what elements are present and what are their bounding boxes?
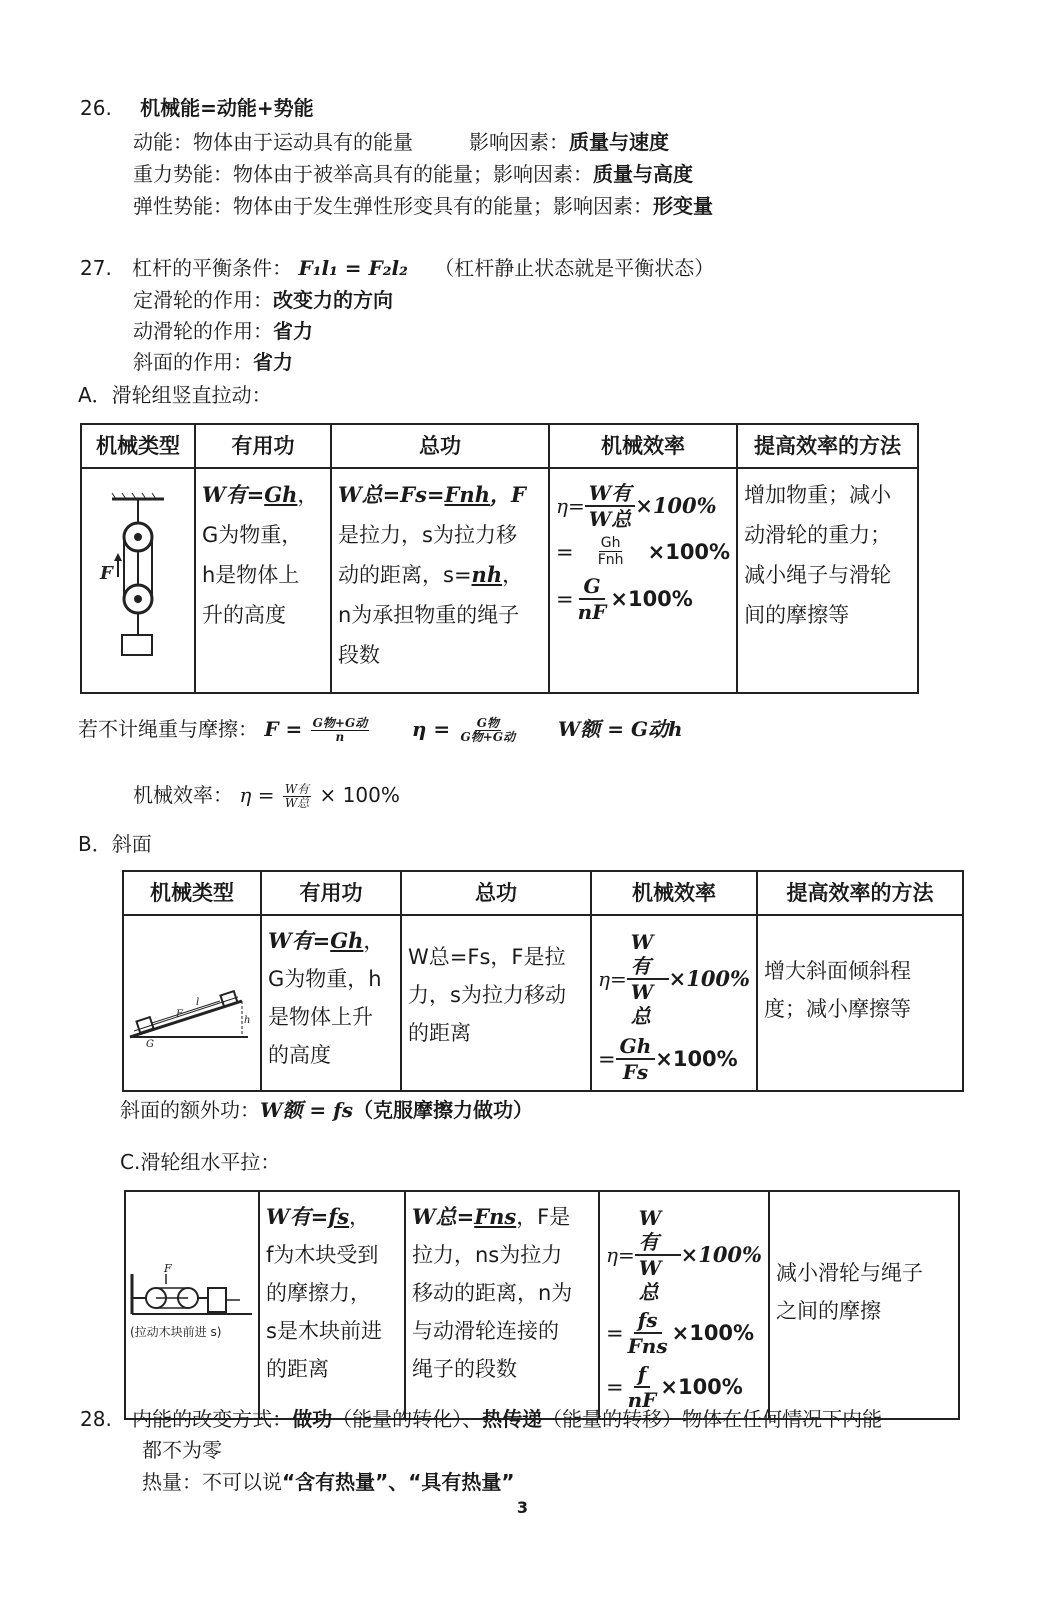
incline-extra-work: 斜面的额外功：W额 = fs（克服摩擦力做功） — [120, 1098, 534, 1122]
section-a-title: A．滑轮组竖直拉动： — [78, 383, 272, 407]
header-efficiency: 机械效率 — [549, 424, 737, 468]
force-label: F — [164, 1261, 172, 1275]
method-cell: 增加物重；减小 动滑轮的重力； 减小绳子与滑轮 间的摩擦等 — [737, 468, 918, 693]
gravity-label: G — [146, 1038, 154, 1050]
section-28-cont: 都不为零 — [142, 1438, 222, 1462]
incline-line: 斜面的作用：省力 — [133, 350, 293, 374]
section-c-title: C.滑轮组水平拉： — [120, 1150, 281, 1174]
force-label: F — [176, 1008, 183, 1020]
heat-line: 热量：不可以说“含有热量”、“具有热量” — [142, 1470, 515, 1494]
section-28: 28. 内能的改变方式：做功（能量的转化）、热传递（能量的转移）物体在任何情况下内能 — [80, 1407, 883, 1431]
total-work-cell: W总=Fs=Fnh，F 是拉力，s为拉力移 动的距离，s=nh， n为承担物重的绳子 段数 — [331, 468, 549, 693]
ideal-formulas: 若不计绳重与摩擦： F = $\frac{\text{G物+G动}}{n}$ η = $\frac{\text{G物}}{\text{G物+G动}}$ W额 = G动h — [78, 716, 683, 744]
efficiency-cell: η= $\frac{\text{W有}}{\text{W总}}$ ×100% = $\frac{fs}{\text{Fns}}$ ×100% = $\frac{f}{nF}$ ×100% — [599, 1191, 769, 1419]
total-work-cell: W总=Fns，F是 拉力，ns为拉力 移动的距离，n为 与动滑轮连接的 绳子的段数 — [405, 1191, 599, 1419]
efficiency-formula: 机械效率： η = $\frac{\text{W有}}{\text{W总}}$ × 100% — [133, 782, 400, 810]
height-label: h — [244, 1014, 251, 1026]
header-method: 提高效率的方法 — [737, 424, 918, 468]
horizontal-pulley-icon — [126, 1244, 258, 1354]
elastic-line: 弹性势能：物体由于发生弹性形变具有的能量；影响因素：形变量 — [133, 194, 713, 218]
table-c — [124, 1190, 960, 1420]
incline-diagram-cell — [123, 915, 261, 1091]
header-useful: 有用功 — [261, 871, 401, 915]
section-27: 27. 杠杆的平衡条件： F₁l₁ = F₂l₂ （杠杆静止状态就是平衡状态） — [80, 256, 715, 280]
useful-work-cell: W有=fs， f为木块受到 的摩擦力， s是木块前进 的距离 — [259, 1191, 405, 1419]
lever-formula: F₁l₁ = F₂l₂ — [298, 256, 408, 280]
force-label: F — [100, 563, 113, 584]
total-work-cell: W总=Fs，F是拉 力，s为拉力移动 的距离 — [401, 915, 591, 1091]
method-cell: 增大斜面倾斜程 度；减小摩擦等 — [757, 915, 963, 1091]
length-label: l — [196, 996, 200, 1008]
diagram-caption: (拉动木块前进 s) — [130, 1324, 222, 1339]
pulley-block-icon — [82, 469, 190, 679]
method-cell: 减小滑轮与绳子 之间的摩擦 — [769, 1191, 959, 1419]
section-26 — [80, 94, 314, 122]
header-total: 总功 — [331, 424, 549, 468]
table-b — [122, 870, 964, 1092]
section-number: 26. — [80, 96, 112, 120]
horizontal-pulley-diagram-cell — [125, 1191, 259, 1419]
section-b-title: B．斜面 — [78, 832, 152, 856]
section-title: 机械能=动能+势能 — [140, 96, 314, 120]
header-useful: 有用功 — [195, 424, 331, 468]
header-method: 提高效率的方法 — [757, 871, 963, 915]
useful-work-cell: W有=Gh， G为物重，h 是物体上升 的高度 — [261, 915, 401, 1091]
incline-icon — [124, 927, 254, 1067]
header-efficiency: 机械效率 — [591, 871, 757, 915]
header-total: 总功 — [401, 871, 591, 915]
table-a — [80, 423, 919, 694]
gravity-line: 重力势能：物体由于被举高具有的能量；影响因素：质量与高度 — [133, 162, 693, 186]
efficiency-cell: η= $\frac{\text{W有}}{\text{W总}}$ ×100% = $\frac{Gh}{Fs}$ ×100% — [591, 915, 757, 1091]
pulley-diagram-cell — [81, 468, 195, 693]
page-number: 3 — [516, 1498, 529, 1517]
movable-pulley-line: 动滑轮的作用：省力 — [133, 319, 313, 343]
efficiency-cell: η= $\frac{\text{W有}}{\text{W总}}$ ×100% = $\frac{Gh}{\text{Fnh}}$ ×100% = $\frac{G}{nF}$ ×100% — [549, 468, 737, 693]
header-type: 机械类型 — [123, 871, 261, 915]
useful-work-cell: W有=Gh， G为物重， h是物体上 升的高度 — [195, 468, 331, 693]
header-type: 机械类型 — [81, 424, 195, 468]
fixed-pulley-line: 定滑轮的作用：改变力的方向 — [133, 288, 393, 312]
kinetic-line: 动能：物体由于运动具有的能量 影响因素：质量与速度 — [133, 130, 669, 154]
